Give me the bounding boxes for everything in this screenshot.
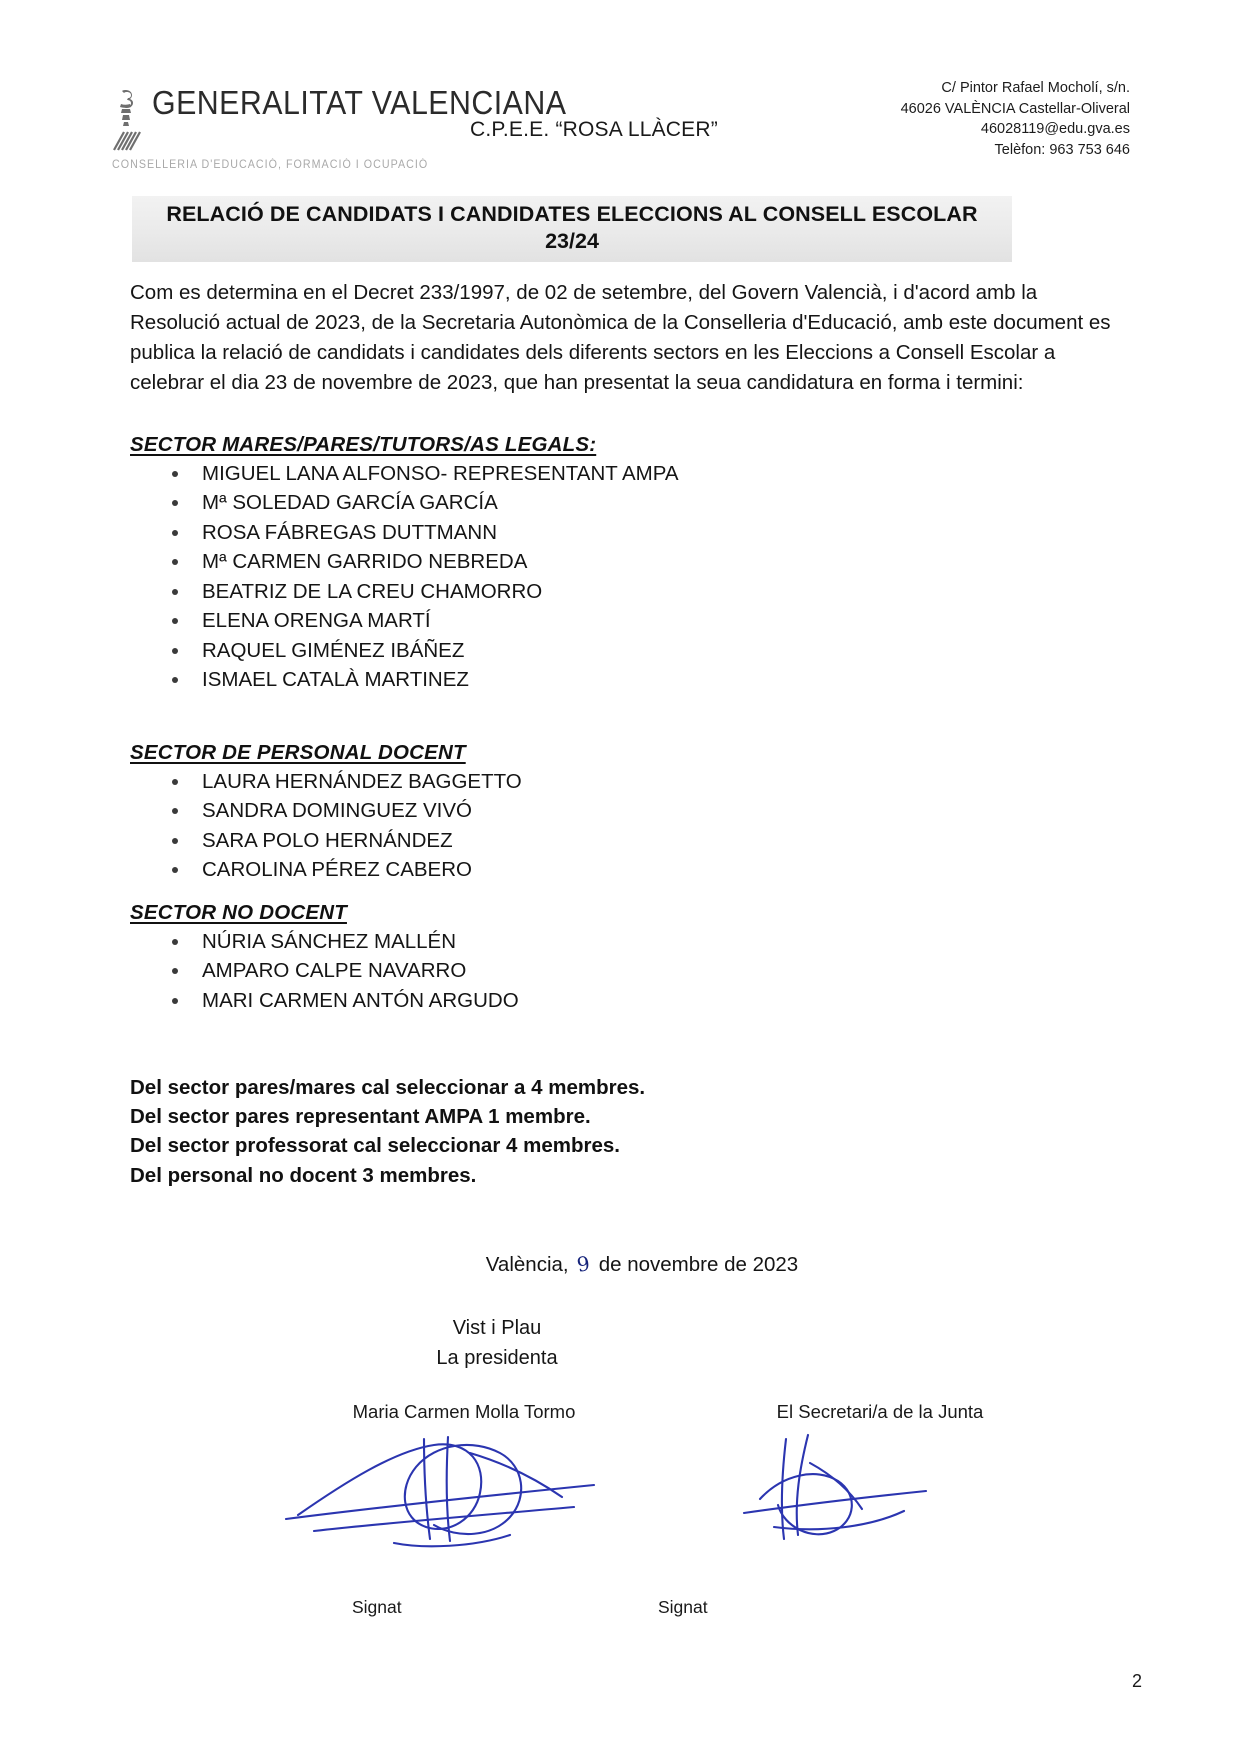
logo-wordmark: GENERALITAT VALENCIANA bbox=[152, 84, 567, 121]
candidate-list-teaching bbox=[130, 767, 1114, 885]
list-item: Mª CARMEN GARRIDO NEBREDA bbox=[130, 547, 1114, 577]
document-title-line2: 23/24 bbox=[545, 229, 599, 253]
handwritten-day: 9 bbox=[575, 1250, 592, 1277]
date-prefix: València, bbox=[485, 1252, 569, 1276]
signature-caption-secretary: Signat bbox=[658, 1596, 708, 1617]
approval-line1: Vist i Plau bbox=[452, 1316, 542, 1339]
summary-line: Del personal no docent 3 membres. bbox=[130, 1163, 477, 1187]
candidate-list-nonteaching bbox=[130, 927, 1114, 1016]
summary-line: Del sector pares representant AMPA 1 membre. bbox=[130, 1105, 591, 1129]
signature-block-president bbox=[274, 1401, 654, 1553]
approval-block bbox=[130, 1313, 1114, 1373]
address-city: 46026 VALÈNCIA Castellar-Oliveral bbox=[900, 100, 1130, 117]
signature-block-secretary bbox=[690, 1401, 1070, 1553]
school-address-block bbox=[901, 78, 1130, 161]
school-name: C.P.E.E. “ROSA LLÀCER” bbox=[470, 118, 718, 141]
sector-block-parents bbox=[130, 433, 1114, 695]
page-number: 2 bbox=[1131, 1671, 1142, 1691]
date-line bbox=[130, 1252, 1114, 1277]
summary-line: Del sector pares/mares cal seleccionar a 4 membres. bbox=[130, 1076, 646, 1100]
generalitat-crest-icon bbox=[112, 88, 146, 152]
logo-subtitle: CONSELLERIA D'EDUCACIÓ, FORMACIÓ I OCUPACIÓ bbox=[112, 159, 429, 171]
list-item: LAURA HERNÁNDEZ BAGGETTO bbox=[130, 767, 1114, 797]
sector-heading: SECTOR MARES/PARES/TUTORS/AS LEGALS: bbox=[130, 432, 597, 456]
address-phone: Telèfon: 963 753 646 bbox=[994, 142, 1130, 159]
list-item: ROSA FÁBREGAS DUTTMANN bbox=[130, 518, 1114, 548]
sector-heading: SECTOR NO DOCENT bbox=[130, 900, 347, 924]
signature-caption-president: Signat bbox=[352, 1596, 402, 1617]
summary-line: Del sector professorat cal seleccionar 4 membres. bbox=[130, 1134, 620, 1158]
list-item: ISMAEL CATALÀ MARTINEZ bbox=[130, 665, 1114, 695]
signature-row bbox=[130, 1400, 1114, 1617]
candidate-list-parents bbox=[130, 459, 1114, 695]
generalitat-logo bbox=[112, 84, 567, 171]
signature-scrawl-secretary bbox=[690, 1423, 1070, 1553]
sector-block-nonteaching bbox=[130, 901, 1114, 1016]
list-item: BEATRIZ DE LA CREU CHAMORRO bbox=[130, 577, 1114, 607]
intro-paragraph: Com es determina en el Decret 233/1997, de 02 de setembre, del Govern Valencià, i d'acord amb la Resolució actual de 2023, de la Secretaria Autonòmica de la Conselleria d'Educació, amb este document es publica la relació de candidats i candidates dels diferents sectors en les Eleccions a Consell Escolar a celebrar el dia 23 de novembre de 2023, que han presentat la seua candidatura en forma i termini: bbox=[130, 281, 1111, 395]
date-suffix: de novembre de 2023 bbox=[598, 1252, 799, 1276]
document-header bbox=[0, 70, 1240, 180]
signer-name: Maria Carmen Molla Tormo bbox=[352, 1400, 576, 1422]
section-spacer bbox=[130, 695, 1114, 741]
summary-block bbox=[130, 1073, 1114, 1189]
list-item: MARI CARMEN ANTÓN ARGUDO bbox=[130, 986, 1114, 1016]
document-body bbox=[130, 278, 1114, 1617]
list-item: AMPARO CALPE NAVARRO bbox=[130, 956, 1114, 986]
sector-block-teaching bbox=[130, 741, 1114, 885]
signature-scrawl-president bbox=[274, 1423, 654, 1553]
document-title-banner bbox=[132, 196, 1012, 262]
list-item: CAROLINA PÉREZ CABERO bbox=[130, 855, 1114, 885]
list-item: MIGUEL LANA ALFONSO- REPRESENTANT AMPA bbox=[130, 459, 1114, 489]
list-item: RAQUEL GIMÉNEZ IBÁÑEZ bbox=[130, 636, 1114, 666]
document-title-line1: RELACIÓ DE CANDIDATS I CANDIDATES ELECCIONS AL CONSELL ESCOLAR bbox=[166, 202, 978, 226]
list-item: SARA POLO HERNÁNDEZ bbox=[130, 826, 1114, 856]
list-item: SANDRA DOMINGUEZ VIVÓ bbox=[130, 796, 1114, 826]
address-email: 46028119@edu.gva.es bbox=[980, 121, 1130, 138]
list-item: ELENA ORENGA MARTÍ bbox=[130, 606, 1114, 636]
list-item: Mª SOLEDAD GARCÍA GARCÍA bbox=[130, 488, 1114, 518]
list-item: NÚRIA SÁNCHEZ MALLÉN bbox=[130, 927, 1114, 957]
sector-heading: SECTOR DE PERSONAL DOCENT bbox=[130, 740, 466, 764]
section-spacer bbox=[130, 885, 1114, 901]
signer-name: El Secretari/a de la Junta bbox=[776, 1400, 984, 1422]
address-street: C/ Pintor Rafael Mocholí, s/n. bbox=[941, 80, 1130, 96]
approval-line2: La presidenta bbox=[436, 1346, 558, 1369]
